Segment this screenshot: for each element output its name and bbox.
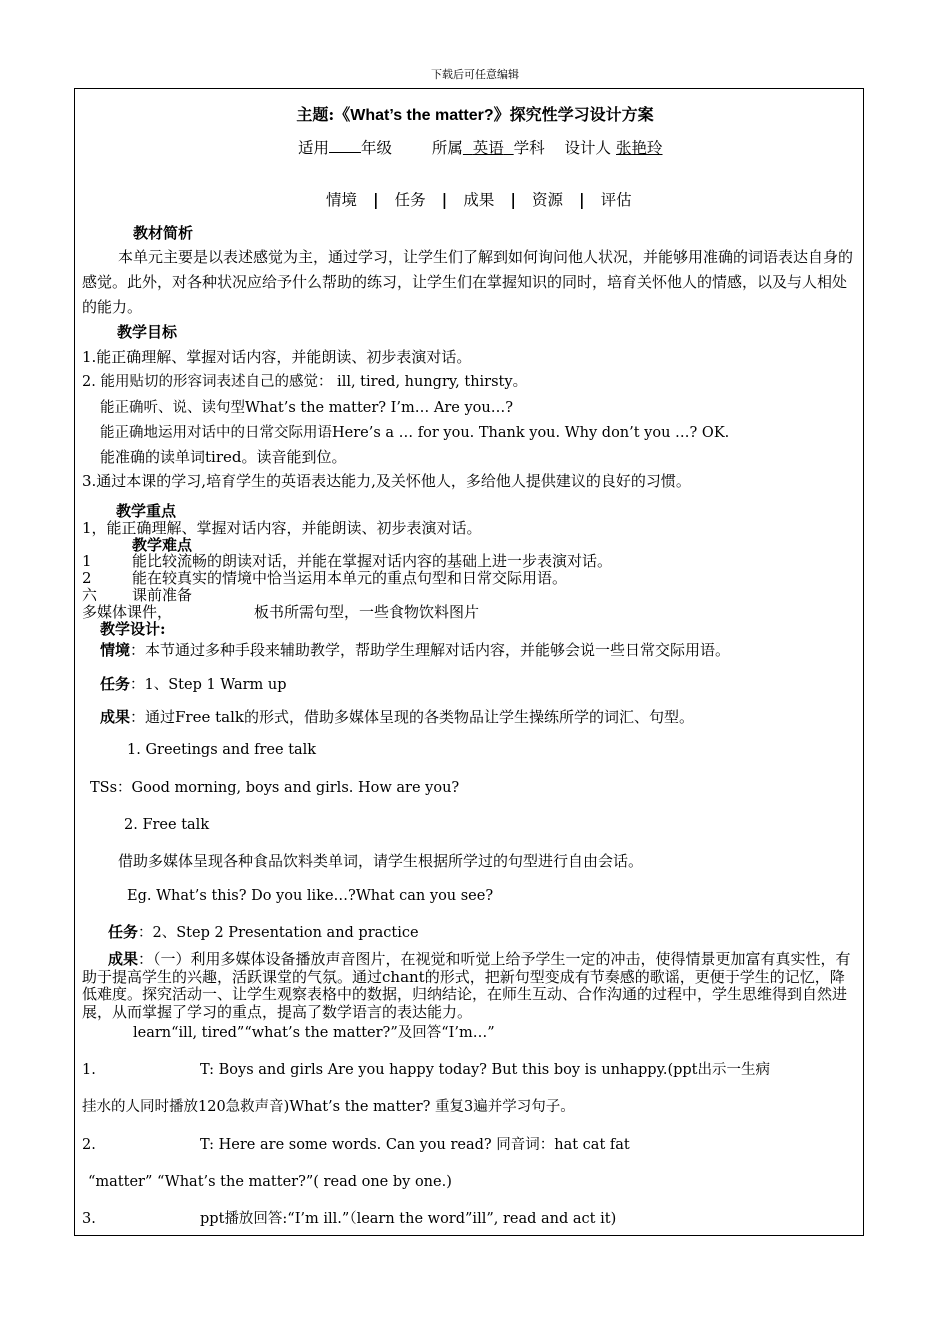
task2-line: 任务：2、Step 2 Presentation and practice [108, 923, 419, 941]
difficulty-2: 2 能在较真实的情境中恰当运用本单元的重点句型和日常交际用语。 [82, 569, 568, 587]
header-note: 下载后可任意编辑 [431, 68, 519, 81]
keypoint-text: 1，能正确理解、掌握对话内容，并能朗读、初步表演对话。 [82, 519, 482, 537]
title-prefix: 主题:《 [296, 105, 351, 124]
textbook-body: 本单元主要是以表述感觉为主，通过学习，让学生们了解到如何询问他人状况，并能够用准确的词语表达自身的感觉。此外，对各种状况应给予什么帮助的练习，让学生们在掌握知识的同时，培育关怀他人的情感，以及与人相处的能力。 [82, 248, 854, 316]
prep-items: 多媒体课件， 板书所需句型，一些食物饮料图片 [82, 603, 480, 621]
subject-label: 学科 [513, 139, 545, 157]
keypoint-heading: 教学重点 [116, 502, 177, 520]
difficulty-heading: 教学难点 [132, 536, 193, 554]
goal-3: 能正确听、说、读句型What’s the matter? I’m… Are you…? [100, 400, 513, 416]
step-row-2: 2. T: Here are some words. Can you read? 同音词：hat cat fat [82, 1137, 630, 1153]
grade-blank [329, 140, 361, 153]
goal-2: 2. 能用贴切的形容词表述自己的感觉： ill, tired, hungry, thirsty。 [82, 374, 528, 390]
task1-line: 任务：1、Step 1 Warm up [100, 675, 287, 693]
goal-1: 1.能正确理解、掌握对话内容，并能朗读、初步表演对话。 [82, 348, 472, 366]
page-title [0, 107, 950, 124]
design-heading: 教学设计: [100, 620, 166, 638]
subject-value: 英语 [472, 139, 504, 157]
step-row-1: 1. T: Boys and girls Are you happy today? But this boy is unhappy.(ppt出示一生病 [82, 1062, 770, 1078]
nav-item-resource[interactable]: 资源 [531, 191, 563, 209]
designer-value: 张艳玲 [616, 139, 663, 157]
meta-line [298, 140, 663, 157]
step1-item-4: 借助多媒体呈现各种食品饮料类单词，请学生根据所学过的句型进行自由会话。 [118, 852, 644, 870]
goal-4: 能正确地运用对话中的日常交际用语Here’s a … for you. Thank you. Why don’t you …? OK. [100, 425, 730, 441]
difficulty-1: 1 能比较流畅的朗读对话，并能在掌握对话内容的基础上进一步表演对话。 [82, 552, 613, 570]
step-row-3: 3. ppt播放回答:“I’m ill.”（learn the word”ill”, read and act it) [82, 1211, 617, 1227]
goal-5: 能准确的读单词tired。读音能到位。 [100, 448, 347, 466]
step1-item-2: TSs：Good morning, boys and girls. How are you? [90, 780, 460, 796]
step1-item-3: 2. Free talk [124, 817, 210, 833]
step-row-2b: “matter” “What’s the matter?”( read one by one.) [88, 1174, 452, 1190]
designer-label: 设计人 [564, 139, 612, 157]
result2-paragraph: 成果：（一）利用多媒体设备播放声音图片，在视觉和听觉上给予学生一定的冲击，使得情景更加富有真实性，有助于提高学生的兴趣，活跃课堂的气氛。通过chant的形式，把新句型变成有节奏感的歌谣，更便于学生的记忆，降低难度。探究活动一、让学生观察表格中的数据，归纳结论，在师生互动、合作沟通的过程中，学生思维得到自然进展，从而掌握了学习的重点，提高了数学语言的表达能力。 [82, 950, 851, 1021]
step1-item-1: 1. Greetings and free talk [127, 742, 317, 758]
goal-6: 3.通过本课的学习,培育学生的英语表达能力,及关怀他人，多给他人提供建议的良好的习惯。 [82, 472, 691, 490]
title-english: What’s the matter? [350, 107, 494, 124]
grade-label: 年级 [361, 139, 393, 157]
nav-item-situation[interactable]: 情境 [326, 191, 358, 209]
belong-label: 所属 [431, 139, 463, 157]
section-nav: 情境 | 任务 | 成果 | 资源 | 评估 [326, 190, 632, 209]
textbook-heading: 教材简析 [133, 224, 194, 242]
apply-label: 适用 [298, 139, 330, 157]
nav-item-result[interactable]: 成果 [463, 191, 495, 209]
title-suffix: 》探究性学习设计方案 [493, 105, 654, 124]
prep-heading: 六 课前准备 [82, 586, 193, 604]
learn-line: learn“ill, tired”“what’s the matter?”及回答“I’m…” [133, 1025, 495, 1041]
nav-item-evaluation[interactable]: 评估 [600, 191, 632, 209]
goals-heading: 教学目标 [117, 323, 178, 341]
step1-item-5: Eg. What’s this? Do you like…?What can you see? [127, 888, 494, 904]
nav-item-task[interactable]: 任务 [394, 191, 426, 209]
situation-line: 情境：本节通过多种手段来辅助教学，帮助学生理解对话内容，并能够会说一些日常交际用语。 [100, 641, 731, 659]
step-row-1b: 挂水的人同时播放120急救声音)What’s the matter? 重复3遍并学习句子。 [82, 1099, 575, 1115]
result1-line: 成果：通过Free talk的形式，借助多媒体呈现的各类物品让学生操练所学的词汇、句型。 [100, 708, 694, 726]
